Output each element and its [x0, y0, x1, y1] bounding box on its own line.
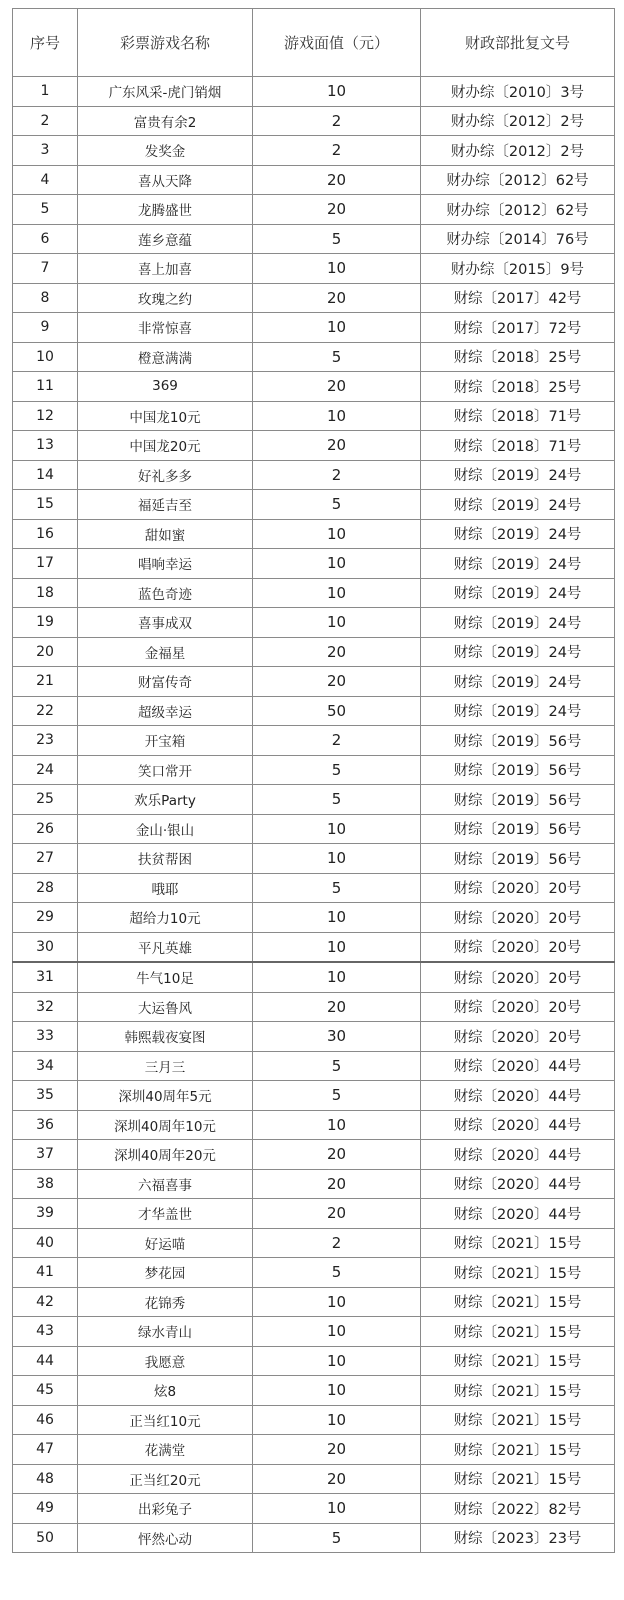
approval-number-cell: 财综〔2020〕20号 [421, 992, 615, 1022]
game-name-cell: 绿水青山 [78, 1317, 253, 1347]
game-name-cell: 玫瑰之约 [78, 283, 253, 313]
approval-number-cell: 财综〔2023〕23号 [421, 1523, 615, 1553]
serial-number-cell: 28 [13, 873, 78, 903]
table-row [13, 726, 615, 756]
face-value-cell: 20 [253, 195, 421, 225]
game-name-cell: 欢乐Party [78, 785, 253, 815]
table-row [13, 519, 615, 549]
face-value-cell: 5 [253, 224, 421, 254]
game-name-cell: 蓝色奇迹 [78, 578, 253, 608]
serial-number-cell: 8 [13, 283, 78, 313]
serial-number-cell: 9 [13, 313, 78, 343]
game-name-cell: 喜从天降 [78, 165, 253, 195]
game-name-cell: 好礼多多 [78, 460, 253, 490]
serial-number-cell: 45 [13, 1376, 78, 1406]
lottery-games-table [12, 8, 615, 1553]
approval-number-cell: 财综〔2021〕15号 [421, 1346, 615, 1376]
face-value-cell: 20 [253, 1435, 421, 1465]
approval-number-cell: 财综〔2019〕24号 [421, 637, 615, 667]
approval-number-cell: 财办综〔2014〕76号 [421, 224, 615, 254]
face-value-cell: 20 [253, 431, 421, 461]
approval-number-cell: 财综〔2020〕44号 [421, 1169, 615, 1199]
approval-number-cell: 财综〔2021〕15号 [421, 1317, 615, 1347]
table-row [13, 372, 615, 402]
approval-number-cell: 财综〔2020〕20号 [421, 903, 615, 933]
game-name-cell: 梦花园 [78, 1258, 253, 1288]
approval-number-cell: 财综〔2020〕44号 [421, 1051, 615, 1081]
game-name-cell: 大运鲁风 [78, 992, 253, 1022]
header-game-name: 彩票游戏名称 [78, 9, 253, 77]
game-name-cell: 才华盖世 [78, 1199, 253, 1229]
approval-number-cell: 财综〔2018〕71号 [421, 401, 615, 431]
serial-number-cell: 32 [13, 992, 78, 1022]
header-face-value: 游戏面值（元） [253, 9, 421, 77]
approval-number-cell: 财综〔2020〕20号 [421, 873, 615, 903]
approval-number-cell: 财综〔2019〕24号 [421, 608, 615, 638]
table-row [13, 755, 615, 785]
face-value-cell: 20 [253, 165, 421, 195]
approval-number-cell: 财综〔2020〕20号 [421, 1022, 615, 1052]
approval-number-cell: 财综〔2021〕15号 [421, 1228, 615, 1258]
face-value-cell: 5 [253, 342, 421, 372]
serial-number-cell: 39 [13, 1199, 78, 1229]
table-row [13, 608, 615, 638]
game-name-cell: 中国龙10元 [78, 401, 253, 431]
game-name-cell: 花锦秀 [78, 1287, 253, 1317]
approval-number-cell: 财综〔2021〕15号 [421, 1376, 615, 1406]
face-value-cell: 20 [253, 667, 421, 697]
serial-number-cell: 2 [13, 106, 78, 136]
face-value-cell: 5 [253, 490, 421, 520]
approval-number-cell: 财办综〔2012〕62号 [421, 165, 615, 195]
game-name-cell: 笑口常开 [78, 755, 253, 785]
table-header [13, 9, 615, 77]
table-row [13, 992, 615, 1022]
face-value-cell: 10 [253, 254, 421, 284]
game-name-cell: 我愿意 [78, 1346, 253, 1376]
game-name-cell: 深圳40周年5元 [78, 1081, 253, 1111]
serial-number-cell: 1 [13, 77, 78, 107]
game-name-cell: 开宝箱 [78, 726, 253, 756]
approval-number-cell: 财综〔2020〕20号 [421, 962, 615, 992]
approval-number-cell: 财综〔2020〕44号 [421, 1110, 615, 1140]
face-value-cell: 10 [253, 1494, 421, 1524]
serial-number-cell: 49 [13, 1494, 78, 1524]
game-name-cell: 龙腾盛世 [78, 195, 253, 225]
face-value-cell: 5 [253, 873, 421, 903]
approval-number-cell: 财综〔2019〕24号 [421, 696, 615, 726]
approval-number-cell: 财综〔2021〕15号 [421, 1258, 615, 1288]
approval-number-cell: 财综〔2018〕25号 [421, 372, 615, 402]
face-value-cell: 5 [253, 785, 421, 815]
face-value-cell: 20 [253, 283, 421, 313]
face-value-cell: 20 [253, 637, 421, 667]
face-value-cell: 5 [253, 755, 421, 785]
approval-number-cell: 财综〔2017〕42号 [421, 283, 615, 313]
game-name-cell: 金福星 [78, 637, 253, 667]
approval-number-cell: 财综〔2017〕72号 [421, 313, 615, 343]
face-value-cell: 10 [253, 77, 421, 107]
game-name-cell: 甜如蜜 [78, 519, 253, 549]
serial-number-cell: 24 [13, 755, 78, 785]
header-approval-number: 财政部批复文号 [421, 9, 615, 77]
table-row [13, 460, 615, 490]
game-name-cell: 正当红20元 [78, 1464, 253, 1494]
serial-number-cell: 43 [13, 1317, 78, 1347]
serial-number-cell: 20 [13, 637, 78, 667]
face-value-cell: 20 [253, 1464, 421, 1494]
game-name-cell: 超级幸运 [78, 696, 253, 726]
header-row [13, 9, 615, 77]
face-value-cell: 30 [253, 1022, 421, 1052]
table-row [13, 1435, 615, 1465]
serial-number-cell: 16 [13, 519, 78, 549]
serial-number-cell: 5 [13, 195, 78, 225]
approval-number-cell: 财综〔2020〕44号 [421, 1081, 615, 1111]
serial-number-cell: 11 [13, 372, 78, 402]
face-value-cell: 2 [253, 1228, 421, 1258]
table-row [13, 165, 615, 195]
face-value-cell: 10 [253, 401, 421, 431]
game-name-cell: 富贵有余2 [78, 106, 253, 136]
serial-number-cell: 25 [13, 785, 78, 815]
serial-number-cell: 10 [13, 342, 78, 372]
table-row [13, 195, 615, 225]
approval-number-cell: 财综〔2018〕25号 [421, 342, 615, 372]
approval-number-cell: 财综〔2019〕24号 [421, 460, 615, 490]
header-serial-number: 序号 [13, 9, 78, 77]
face-value-cell: 10 [253, 519, 421, 549]
approval-number-cell: 财综〔2019〕24号 [421, 667, 615, 697]
face-value-cell: 10 [253, 1405, 421, 1435]
table-row [13, 962, 615, 992]
face-value-cell: 2 [253, 726, 421, 756]
game-name-cell: 福延吉至 [78, 490, 253, 520]
serial-number-cell: 37 [13, 1140, 78, 1170]
game-name-cell: 平凡英雄 [78, 932, 253, 962]
face-value-cell: 20 [253, 1140, 421, 1170]
face-value-cell: 10 [253, 608, 421, 638]
serial-number-cell: 50 [13, 1523, 78, 1553]
game-name-cell: 喜事成双 [78, 608, 253, 638]
game-name-cell: 扶贫帮困 [78, 844, 253, 874]
serial-number-cell: 7 [13, 254, 78, 284]
serial-number-cell: 42 [13, 1287, 78, 1317]
game-name-cell: 莲乡意蕴 [78, 224, 253, 254]
game-name-cell: 财富传奇 [78, 667, 253, 697]
table-row [13, 844, 615, 874]
face-value-cell: 20 [253, 372, 421, 402]
table-row [13, 873, 615, 903]
approval-number-cell: 财综〔2021〕15号 [421, 1405, 615, 1435]
game-name-cell: 金山·银山 [78, 814, 253, 844]
table-row [13, 903, 615, 933]
table-row [13, 578, 615, 608]
face-value-cell: 5 [253, 1051, 421, 1081]
table-row [13, 106, 615, 136]
approval-number-cell: 财综〔2021〕15号 [421, 1464, 615, 1494]
approval-number-cell: 财办综〔2012〕2号 [421, 136, 615, 166]
game-name-cell: 三月三 [78, 1051, 253, 1081]
game-name-cell: 橙意满满 [78, 342, 253, 372]
serial-number-cell: 18 [13, 578, 78, 608]
table-row [13, 283, 615, 313]
serial-number-cell: 29 [13, 903, 78, 933]
face-value-cell: 5 [253, 1258, 421, 1288]
serial-number-cell: 34 [13, 1051, 78, 1081]
serial-number-cell: 31 [13, 962, 78, 992]
face-value-cell: 20 [253, 1169, 421, 1199]
face-value-cell: 50 [253, 696, 421, 726]
serial-number-cell: 6 [13, 224, 78, 254]
game-name-cell: 出彩兔子 [78, 1494, 253, 1524]
table-row [13, 1169, 615, 1199]
face-value-cell: 10 [253, 932, 421, 962]
table-row [13, 1346, 615, 1376]
face-value-cell: 5 [253, 1081, 421, 1111]
serial-number-cell: 21 [13, 667, 78, 697]
table-row [13, 401, 615, 431]
game-name-cell: 唱响幸运 [78, 549, 253, 579]
table-row [13, 490, 615, 520]
table-row [13, 1110, 615, 1140]
game-name-cell: 深圳40周年20元 [78, 1140, 253, 1170]
game-name-cell: 六福喜事 [78, 1169, 253, 1199]
approval-number-cell: 财综〔2019〕24号 [421, 490, 615, 520]
serial-number-cell: 3 [13, 136, 78, 166]
game-name-cell: 深圳40周年10元 [78, 1110, 253, 1140]
serial-number-cell: 17 [13, 549, 78, 579]
face-value-cell: 10 [253, 814, 421, 844]
game-name-cell: 哦耶 [78, 873, 253, 903]
serial-number-cell: 14 [13, 460, 78, 490]
face-value-cell: 10 [253, 844, 421, 874]
face-value-cell: 10 [253, 1346, 421, 1376]
serial-number-cell: 15 [13, 490, 78, 520]
table-row [13, 1405, 615, 1435]
approval-number-cell: 财综〔2021〕15号 [421, 1287, 615, 1317]
table-row [13, 254, 615, 284]
game-name-cell: 牛气10足 [78, 962, 253, 992]
table-row [13, 1258, 615, 1288]
face-value-cell: 2 [253, 460, 421, 490]
table-row [13, 932, 615, 962]
approval-number-cell: 财综〔2019〕56号 [421, 814, 615, 844]
face-value-cell: 20 [253, 992, 421, 1022]
serial-number-cell: 46 [13, 1405, 78, 1435]
approval-number-cell: 财综〔2019〕56号 [421, 785, 615, 815]
table-row [13, 1199, 615, 1229]
face-value-cell: 10 [253, 578, 421, 608]
serial-number-cell: 41 [13, 1258, 78, 1288]
serial-number-cell: 36 [13, 1110, 78, 1140]
serial-number-cell: 44 [13, 1346, 78, 1376]
table-row [13, 1317, 615, 1347]
serial-number-cell: 13 [13, 431, 78, 461]
approval-number-cell: 财综〔2020〕20号 [421, 932, 615, 962]
approval-number-cell: 财综〔2022〕82号 [421, 1494, 615, 1524]
game-name-cell: 广东风采-虎门销烟 [78, 77, 253, 107]
serial-number-cell: 19 [13, 608, 78, 638]
serial-number-cell: 33 [13, 1022, 78, 1052]
approval-number-cell: 财综〔2021〕15号 [421, 1435, 615, 1465]
serial-number-cell: 40 [13, 1228, 78, 1258]
table-row [13, 1494, 615, 1524]
game-name-cell: 炫8 [78, 1376, 253, 1406]
game-name-cell: 花满堂 [78, 1435, 253, 1465]
face-value-cell: 10 [253, 1110, 421, 1140]
table-row [13, 1464, 615, 1494]
game-name-cell: 好运喵 [78, 1228, 253, 1258]
table-row [13, 1081, 615, 1111]
table-row [13, 313, 615, 343]
serial-number-cell: 47 [13, 1435, 78, 1465]
face-value-cell: 10 [253, 1376, 421, 1406]
table-row [13, 637, 615, 667]
face-value-cell: 10 [253, 962, 421, 992]
table-row [13, 224, 615, 254]
table-row [13, 1140, 615, 1170]
game-name-cell: 发奖金 [78, 136, 253, 166]
face-value-cell: 10 [253, 549, 421, 579]
approval-number-cell: 财综〔2019〕24号 [421, 519, 615, 549]
game-name-cell: 369 [78, 372, 253, 402]
approval-number-cell: 财办综〔2012〕62号 [421, 195, 615, 225]
face-value-cell: 2 [253, 136, 421, 166]
approval-number-cell: 财综〔2019〕56号 [421, 726, 615, 756]
serial-number-cell: 35 [13, 1081, 78, 1111]
approval-number-cell: 财综〔2019〕24号 [421, 549, 615, 579]
table-row [13, 814, 615, 844]
game-name-cell: 超给力10元 [78, 903, 253, 933]
table-row [13, 549, 615, 579]
game-name-cell: 中国龙20元 [78, 431, 253, 461]
serial-number-cell: 26 [13, 814, 78, 844]
approval-number-cell: 财办综〔2010〕3号 [421, 77, 615, 107]
serial-number-cell: 23 [13, 726, 78, 756]
table-row [13, 136, 615, 166]
table-row [13, 667, 615, 697]
serial-number-cell: 30 [13, 932, 78, 962]
table-row [13, 1287, 615, 1317]
face-value-cell: 10 [253, 1317, 421, 1347]
lottery-approval-document [12, 8, 614, 1553]
table-row [13, 1376, 615, 1406]
table-row [13, 77, 615, 107]
approval-number-cell: 财综〔2019〕56号 [421, 844, 615, 874]
game-name-cell: 正当红10元 [78, 1405, 253, 1435]
serial-number-cell: 4 [13, 165, 78, 195]
face-value-cell: 5 [253, 1523, 421, 1553]
serial-number-cell: 22 [13, 696, 78, 726]
table-row [13, 1228, 615, 1258]
table-row [13, 1022, 615, 1052]
serial-number-cell: 38 [13, 1169, 78, 1199]
table-row [13, 1051, 615, 1081]
game-name-cell: 非常惊喜 [78, 313, 253, 343]
serial-number-cell: 48 [13, 1464, 78, 1494]
approval-number-cell: 财办综〔2015〕9号 [421, 254, 615, 284]
game-name-cell: 喜上加喜 [78, 254, 253, 284]
approval-number-cell: 财办综〔2012〕2号 [421, 106, 615, 136]
table-body [13, 77, 615, 1553]
serial-number-cell: 12 [13, 401, 78, 431]
approval-number-cell: 财综〔2019〕56号 [421, 755, 615, 785]
approval-number-cell: 财综〔2020〕44号 [421, 1140, 615, 1170]
table-row [13, 342, 615, 372]
face-value-cell: 20 [253, 1199, 421, 1229]
game-name-cell: 怦然心动 [78, 1523, 253, 1553]
serial-number-cell: 27 [13, 844, 78, 874]
table-row [13, 1523, 615, 1553]
face-value-cell: 10 [253, 903, 421, 933]
face-value-cell: 10 [253, 313, 421, 343]
approval-number-cell: 财综〔2020〕44号 [421, 1199, 615, 1229]
approval-number-cell: 财综〔2019〕24号 [421, 578, 615, 608]
table-row [13, 785, 615, 815]
approval-number-cell: 财综〔2018〕71号 [421, 431, 615, 461]
game-name-cell: 韩熙载夜宴图 [78, 1022, 253, 1052]
face-value-cell: 10 [253, 1287, 421, 1317]
face-value-cell: 2 [253, 106, 421, 136]
table-row [13, 431, 615, 461]
table-row [13, 696, 615, 726]
